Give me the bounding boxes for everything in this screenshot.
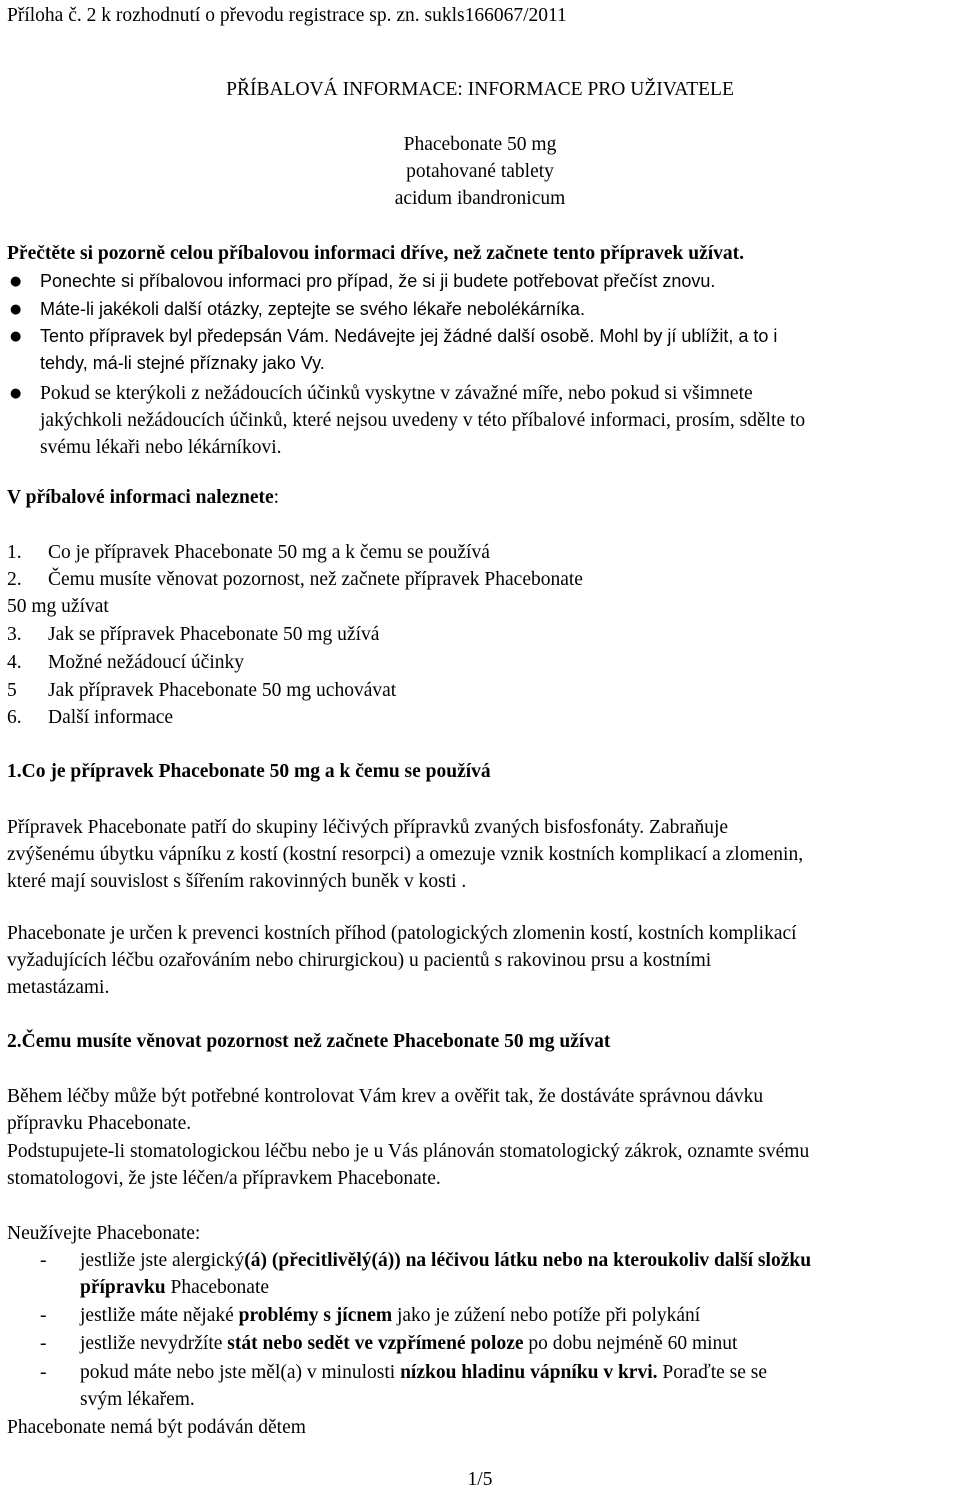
list-item-continuation: přípravku Phacebonate	[80, 1277, 270, 1298]
bullet-icon: ●	[10, 274, 22, 289]
list-item-continuation: tehdy, má-li stejné příznaky jako Vy.	[40, 353, 325, 373]
toc-item: Jak se přípravek Phacebonate 50 mg užívá	[48, 624, 380, 645]
paragraph-line: Podstupujete-li stomatologickou léčbu nebo je u Vás plánován stomatologický zákrok, oznamte svému	[7, 1141, 810, 1162]
list-dash: -	[40, 1333, 47, 1354]
paragraph-line: přípravku Phacebonate.	[7, 1113, 192, 1134]
toc-item: Čemu musíte věnovat pozornost, než začnete přípravek Phacebonate	[48, 569, 583, 590]
paragraph-line: stomatologovi, že jste léčen/a přípravkem Phacebonate.	[7, 1168, 441, 1189]
list-dash: -	[40, 1305, 47, 1326]
list-item: jestliže jste alergický(á) (přecitlivělý(á)) na léčivou látku nebo na kteroukoliv další složku	[80, 1250, 812, 1271]
toc-number: 6.	[7, 707, 22, 728]
toc-item: Jak přípravek Phacebonate 50 mg uchovávat	[48, 680, 397, 701]
bullet-icon: ●	[10, 386, 22, 401]
paragraph-line: zvýšenému úbytku vápníku z kostí (kostní resorpci) a omezuje vznik kostních komplikací a zlomenin,	[7, 844, 804, 865]
product-name: Phacebonate 50 mg	[403, 134, 557, 155]
section-1-heading: 1.Co je přípravek Phacebonate 50 mg a k čemu se používá	[7, 761, 491, 782]
toc-heading: V příbalové informaci naleznete:	[7, 487, 280, 508]
toc-item: Další informace	[48, 707, 174, 728]
toc-number: 5	[7, 680, 17, 701]
list-item: Tento přípravek byl předepsán Vám. Nedávejte jej žádné další osobě. Mohl by jí ublížit, a to i	[40, 326, 778, 346]
bullet-icon: ●	[10, 302, 22, 317]
paragraph-line: Phacebonate je určen k prevenci kostních příhod (patologických zlomenin kostí, kostních komplikací	[7, 923, 797, 944]
children-note: Phacebonate nemá být podáván dětem	[7, 1417, 306, 1438]
page-number: 1/5	[467, 1469, 493, 1490]
leaflet-title: PŘÍBALOVÁ INFORMACE: INFORMACE PRO UŽIVATELE	[226, 79, 734, 100]
toc-number: 3.	[7, 624, 22, 645]
product-form: potahované tablety	[406, 161, 554, 182]
list-item: Máte-li jakékoli další otázky, zeptejte se svého lékaře nebolékárníka.	[40, 299, 585, 319]
paragraph-line: vyžadujících léčbu ozařováním nebo chirurgickou) u pacientů s rakovinou prsu a kostními	[7, 950, 712, 971]
list-dash: -	[40, 1362, 47, 1383]
intro-heading: Přečtěte si pozorně celou příbalovou informaci dříve, než začnete tento přípravek užívat.	[7, 243, 745, 264]
list-item: jestliže nevydržíte stát nebo sedět ve vzpřímené poloze po dobu nejméně 60 minut	[80, 1333, 738, 1354]
paragraph-line: metastázami.	[7, 977, 110, 998]
list-item: Ponechte si příbalovou informaci pro případ, že si ji budete potřebovat přečíst znovu.	[40, 271, 716, 291]
toc-number: 1.	[7, 542, 22, 563]
active-substance: acidum ibandronicum	[394, 188, 566, 209]
do-not-use-heading: Neužívejte Phacebonate:	[7, 1223, 201, 1244]
document-header: Příloha č. 2 k rozhodnutí o převodu registrace sp. zn. sukls166067/2011	[7, 5, 567, 26]
list-item-continuation: jakýchkoli nežádoucích účinků, které nejsou uvedeny v této příbalové informaci, prosím, sdělte to	[40, 410, 806, 431]
toc-item-continuation: 50 mg užívat	[7, 596, 109, 617]
section-2-heading: 2.Čemu musíte věnovat pozornost než začnete Phacebonate 50 mg užívat	[7, 1031, 611, 1052]
toc-number: 2.	[7, 569, 22, 590]
paragraph-line: které mají souvislost s šířením rakovinných buněk v kosti .	[7, 871, 467, 892]
list-item-continuation: svým lékařem.	[80, 1389, 195, 1410]
list-item: pokud máte nebo jste měl(a) v minulosti nízkou hladinu vápníku v krvi. Poraďte se se	[80, 1362, 768, 1383]
bullet-icon: ●	[10, 329, 22, 344]
toc-item: Co je přípravek Phacebonate 50 mg a k čemu se používá	[48, 542, 490, 563]
paragraph-line: Přípravek Phacebonate patří do skupiny léčivých přípravků zvaných bisfosfonáty. Zabraňuje	[7, 817, 729, 838]
list-item: Pokud se kterýkoli z nežádoucích účinků vyskytne v závažné míře, nebo pokud si všimnete	[40, 383, 753, 404]
paragraph-line: Během léčby může být potřebné kontrolovat Vám krev a ověřit tak, že dostáváte správnou dávku	[7, 1086, 764, 1107]
list-item: jestliže máte nějaké problémy s jícnem jako je zúžení nebo potíže při polykání	[80, 1305, 701, 1326]
list-item-continuation: svému lékaři nebo lékárníkovi.	[40, 437, 282, 458]
list-dash: -	[40, 1250, 47, 1271]
toc-item: Možné nežádoucí účinky	[48, 652, 245, 673]
toc-number: 4.	[7, 652, 22, 673]
